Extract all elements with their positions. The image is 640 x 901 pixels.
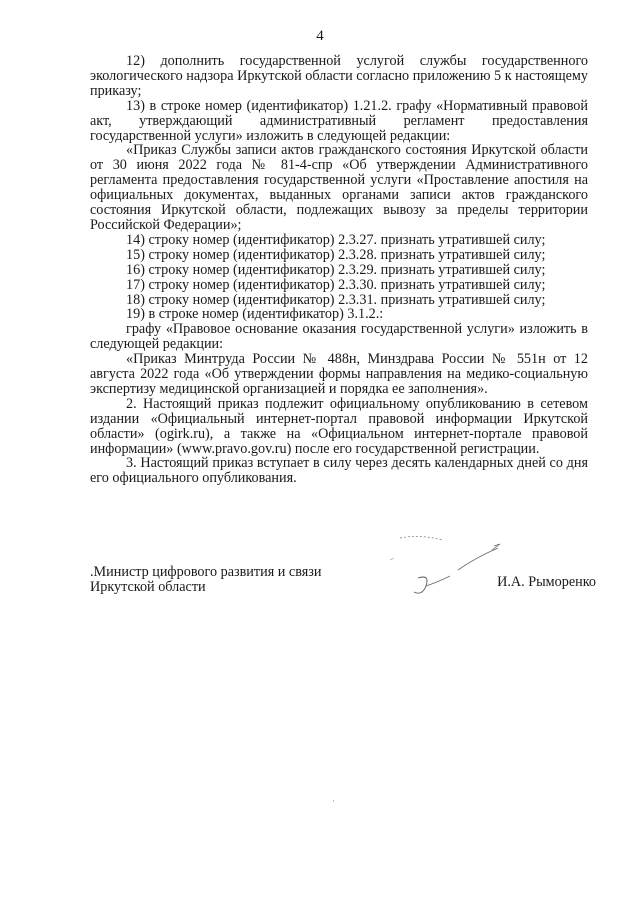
signatory-position bbox=[90, 565, 321, 595]
paragraph-item-15: 15) строку номер (идентификатор) 2.3.28. признать утратившей силу; bbox=[126, 246, 546, 263]
signature-block bbox=[90, 565, 600, 625]
signatory-position-line1: .Министр цифрового развития и связи bbox=[90, 564, 322, 580]
paragraph-item-12: 12) дополнить государственной услугой службы государственного экологического надзора Иркутской области согласно приложению 5 к настоящему приказу; bbox=[90, 53, 588, 99]
paragraph-item-13: 13) в строке номер (идентификатор) 1.21.2. графу «Нормативный правовой акт, утверждающий административный регламент предоставления государственной услуги» изложить в следующей редакции: bbox=[90, 97, 588, 144]
page-number: 4 bbox=[316, 28, 324, 44]
scan-speck bbox=[333, 800, 334, 802]
paragraph-item-14: 14) строку номер (идентификатор) 2.3.27. признать утратившей силу; bbox=[126, 231, 546, 248]
document-body bbox=[90, 54, 588, 486]
paragraph-item-19: 19) в строке номер (идентификатор) 3.1.2.: bbox=[126, 306, 384, 323]
paragraph-item-18: 18) строку номер (идентификатор) 2.3.31. признать утратившей силу; bbox=[126, 291, 546, 308]
paragraph-item-16: 16) строку номер (идентификатор) 2.3.29. признать утратившей силу; bbox=[126, 261, 546, 278]
paragraph-section-2: 2. Настоящий приказ подлежит официальному опубликованию в сетевом издании «Официальный интернет-портал правовой информации Иркутской области» (ogirk.ru), а также на «Официальном интернет-портале правовой информации» (www.pravo.gov.ru) после его государственной регистрации. bbox=[90, 395, 588, 457]
handwritten-signature bbox=[380, 530, 510, 600]
paragraph-quote-order: «Приказ Службы записи актов гражданского состояния Иркутской области от 30 июня 2022 года № 81-4-спр «Об утверждении Административного регламента предоставления государственной услуги «Проставление апостиля на официальных документах, выданных органами записи актов гражданского состояния Иркутской области, подлежащих вывозу за пределы территории Российской Федерации»; bbox=[90, 142, 588, 233]
signatory-position-line2: Иркутской области bbox=[90, 579, 206, 595]
signatory-name: И.А. Рыморенко bbox=[497, 574, 596, 590]
paragraph-column-legal-basis: графу «Правовое основание оказания государственной услуги» изложить в следующей редакции: bbox=[90, 321, 588, 353]
paragraph-section-3: 3. Настоящий приказ вступает в силу через десять календарных дней со дня его официального опубликования. bbox=[90, 455, 588, 487]
paragraph-item-17: 17) строку номер (идентификатор) 2.3.30. признать утратившей силу; bbox=[126, 276, 546, 293]
paragraph-quote-mintrud: «Приказ Минтруда России № 488н, Минздрава России № 551н от 12 августа 2022 года «Об утверждении формы направления на медико-социальную экспертизу медицинской организацией и порядка ее заполнения». bbox=[90, 351, 588, 397]
